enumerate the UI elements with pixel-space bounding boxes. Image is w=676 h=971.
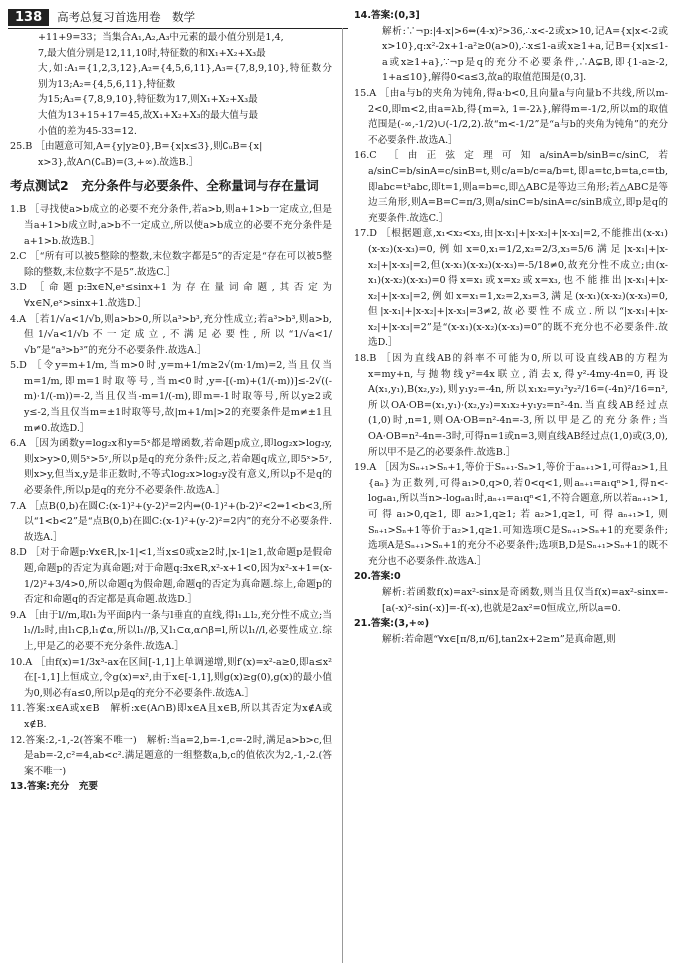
answer-16: 16.C ［由正弦定理可知a/sinA=b/sinB=c/sinC,若a/sinC=b/sinA=c/sinB=t,则c/a=b/c=a/b=t,即a=tc,b=ta,c=tb,即abc=t³abc,即t=1,则a=b=c,即△ABC是等边三角形;若△ABC是等边三角形,则A=B=C=π/3,则a/sinC=b/sinA=c/sinB成立,即p是q的充要条件.故选C.］ bbox=[354, 150, 668, 224]
solution-20: 解析:若函数f(x)=ax²-sinx是奇函数,则当且仅当f(x)=ax²-sinx=-[a(-x)²-sin(-x)]=-f(-x),也就是2ax²=0恒成立,所以a=0. bbox=[382, 586, 668, 614]
left-column bbox=[10, 30, 332, 795]
solution-14: 解析:∵¬p:|4-x|>6⇔(4-x)²>36,∴x<-2或x>10,记A={x|x<-2或x>10},q:x²-2x+1-a²≥0(a>0),∴x≤1-a或x≥1+a,记B={x|x≤1-a或x≥1+a},∵¬p是q的充分不必要条件,∴A⊊B,即{1-a≥-2, 1+a≤10},解得0<a≤3,故a的取值范围是(0,3]. bbox=[382, 25, 668, 84]
text-line: 为15;A₃={7,8,9,10},特征数为17,则X₁+X₂+X₃最 bbox=[38, 94, 258, 106]
answer-25: 25.B ［由题意可知,A={y|y≥0},B={x|x≤3},则∁ᵤB={x| bbox=[10, 141, 263, 153]
answer-item: 5.D ［令y=m+1/m,当m>0时,y=m+1/m≥2√(m·1/m)=2,当且仅当m=1/m,即m=1时取等号,当m<0时,y=-[(-m)+(1/(-m))]≤-2√((-m)·1/(-m))=-2,当且仅当-m=1/(-m),即m=-1时取等号,所以y≥2或y≤-2,当且仅当m=±1时取等号,故|m+1/m|>2的充要条件是m≠±1且m≠0.故选D.］ bbox=[10, 360, 332, 434]
answer-21: 21.答案:(3,+∞) bbox=[354, 618, 430, 630]
answer-18: 18.B ［因为直线AB的斜率不可能为0,所以可设直线AB的方程为x=my+n,与抛物线y²=4x联立,消去x,得y²-4my-4n=0,再设A(x₁,y₁),B(x₂,y₂),则y₁y₂=-4n,所以x₁x₂=y₁²y₂²/16=(-4n)²/16=n²,所以OA·OB=(x₁,y₁)·(x₂,y₂)=x₁x₂+y₁y₂=n²-4n.当直线AB经过点(1,0)时,n=1,则OA·OB=n²-4n=-3,所以甲是乙的充分条件;当OA·OB=n²-4n=-3时,可得n=1或n=3,则直线AB经过点(1,0)或(3,0),所以甲不是乙的必要条件.故选B.］ bbox=[354, 353, 668, 458]
answer-item: 11.答案:x∈A或x∈B 解析:x∈(A∩B)即x∈A且x∈B,所以其否定为x∉A或x∉B. bbox=[10, 703, 332, 730]
answer-25-cont: x>3},故A∩(∁ᵤB)=(3,+∞).故选B.］ bbox=[38, 156, 199, 168]
carryover-text bbox=[10, 30, 332, 139]
solution-21: 解析:若命题“∀x∈[π/8,π/6],tan2x+2≥m”是真命题,则 bbox=[382, 633, 616, 645]
text-line: 小值的差为45-33=12. bbox=[38, 125, 137, 137]
answer-item: 3.D ［命题p:∃x∈N,eˣ≤sinx+1为存在量词命题,其否定为∀x∈N,eˣ>sinx+1.故选D.］ bbox=[10, 282, 332, 309]
answer-14: 14.答案:(0,3] bbox=[354, 10, 420, 21]
page-header bbox=[8, 6, 348, 29]
column-divider bbox=[342, 28, 343, 963]
answer-item: 13.答案:充分 充要 bbox=[10, 781, 98, 793]
text-line: +11+9=33；当集合A₁,A₂,A₃中元素的最小值分别是1,4, bbox=[38, 32, 284, 43]
answer-item: 12.答案:2,-1,-2(答案不唯一) 解析:当a=2,b=-1,c=-2时,满足a>b>c,但是ab=-2,c²=4,ab<c².满足题意的一组整数a,b,c的值依次为2,-1,-2.(答案不唯一) bbox=[10, 734, 332, 777]
bottom-fade bbox=[354, 928, 668, 964]
text-line: 7,最大值分别是12,11,10时,特征数的和X₁+X₂+X₃最 bbox=[38, 47, 266, 59]
answer-item: 8.D ［对于命题p:∀x∈R,|x-1|<1,当x≤0或x≥2时,|x-1|≥1,故命题p是假命题,命题p的否定为真命题;对于命题q:∃x∈R,x²-x+1<0,因为x²-x+1=(x-1/2)²+3/4>0,所以命题q为假命题,命题q的否定为真命题.综上,命题p的否定和命题q的否定都是真命题.故选D.］ bbox=[10, 547, 332, 606]
right-column bbox=[354, 8, 668, 647]
answer-20: 20.答案:0 bbox=[354, 571, 401, 583]
answer-item: 2.C ［“所有可以被5整除的整数,末位数字都是5”的否定是“存在可以被5整除的整数,末位数字不是5”.故选C.］ bbox=[10, 251, 332, 278]
text-line: 大,如:A₁={1,2,3,12},A₂={4,5,6,11},A₃={7,8,9,10},特征数分别为13;A₂={4,5,6,11},特征数 bbox=[38, 63, 332, 90]
answer-item: 6.A ［因为函数y=log₂x和y=5ˣ都是增函数,若命题p成立,即log₂x>log₂y,则x>y>0,则5ˣ>5ʸ,所以p是q的充分条件;反之,若命题q成立,即5ˣ>5ʸ,则x>y,但当x,y是非正数时,不等式log₂x>log₂y没有意义,所以p不是q的必要条件,所以p是q的充分不必要条件.故选A.］ bbox=[10, 438, 332, 497]
answer-item: 4.A ［若1/√a<1/√b,则a>b>0,所以a³>b³,充分性成立;若a³>b³,则a>b,但1/√a<1/√b不一定成立,不满足必要性,所以“1/√a<1/√b”是“a³>b³”的充分不必要条件.故选A.］ bbox=[10, 313, 332, 356]
answer-15: 15.A ［由a与b的夹角为钝角,得a·b<0,且向量a与向量b不共线,所以m-2<0,即m<2,由a=λb,得{m=λ, 1=-2λ},解得m=-1/2,所以m的取值范围是(-∞,-1/2)∪(-1/2,2).故“m<-1/2”是“a与b的夹角为钝角”的充分不必要条件.故选A.］ bbox=[354, 87, 668, 146]
answer-item: 10.A ［由f(x)=1/3x³-ax在区间[-1,1]上单调递增,则f′(x)=x²-a≥0,即a≤x²在[-1,1]上恒成立,令g(x)=x²,由于x∈[-1,1],则g(x)≥g(0),g(x)的最小值为0,则必有a≤0,所以p是q的充分不必要条件.故选A.］ bbox=[10, 656, 332, 699]
page-number: 138 bbox=[8, 9, 49, 26]
book-title: 高考总复习首选用卷 数学 bbox=[57, 10, 196, 24]
answer-item: 9.A ［由于l//m,取l₁为平面β内一条与l垂直的直线,得l₁⊥l₂,充分性不成立;当l₁//l₂时,由l₁⊂β,l₁⊄α,所以l₁//β,又l₁⊂α,α∩β=l,所以l₁//l,必要性成立.综上,甲是乙的必要不充分条件.故选A.］ bbox=[10, 609, 332, 652]
section-title: 考点测试2 充分条件与必要条件、全称量词与存在量词 bbox=[10, 178, 319, 194]
answer-17: 17.D ［根据题意,x₁<x₂<x₃,由|x-x₁|+|x-x₂|+|x-x₃|=2,不能推出(x-x₁)(x-x₂)(x-x₃)=0,例如x=0,x₁=1/2,x₂=2/3,x₃=5/6满足|x-x₁|+|x-x₂|+|x-x₃|=2,但(x-x₁)(x-x₂)(x-x₃)=-5/18≠0,故充分性不成立;由(x-x₁)(x-x₂)(x-x₃)=0得x=x₁或x=x₂或x=x₃,也不能推出|x-x₁|+|x-x₂|+|x-x₃|=2,例如x=x₁=1,x₂=2,x₃=3,满足(x-x₁)(x-x₂)(x-x₃)=0,但|x-x₁|+|x-x₂|+|x-x₃|=3≠2,故必要性不成立.所以“|x-x₁|+|x-x₂|+|x-x₃|=2”是“(x-x₁)(x-x₂)(x-x₃)=0”的既不充分也不必要条件.故选D.］ bbox=[354, 228, 668, 349]
answer-item: 7.A ［点B(0,b)在圆C:(x-1)²+(y-2)²=2内⇔(0-1)²+(b-2)²<2⇔1<b<3,所以“1<b<2”是“点B(0,b)在圆C:(x-1)²+(y-2)²=2内”的充分不必要条件.故选A.］ bbox=[10, 500, 332, 543]
text-line: 大值为13+15+17=45,故X₁+X₂+X₃的最大值与最 bbox=[38, 109, 259, 121]
answer-19: 19.A ［因为Sₙ₊₁>Sₙ+1,等价于Sₙ₊₁-Sₙ>1,等价于aₙ₊₁>1,可得a₂>1,且{aₙ}为正数列,可得a₁>0,q>0,若0<q<1,则aₙ₊₁=a₁qⁿ>1,得n<-logₐa₁,所以当n>-logₐa₁时,aₙ₊₁=a₁qⁿ<1,不符合题意,所以若aₙ₊₁>1,可得a₁>0,q≥1,即a₂>1,q≥1;若a₂>1,q≥1,可得aₙ₊₁>1,则Sₙ₊₁>Sₙ+1等价于a₂>1,q≥1.可知选项C是Sₙ₊₁>Sₙ+1的充要条件;选项A是Sₙ₊₁>Sₙ+1的充分不必要条件;选项B,D是Sₙ₊₁>Sₙ+1的既不充分也不必要条件.故选A.］ bbox=[354, 462, 668, 567]
answer-item: 1.B ［寻找使a>b成立的必要不充分条件,若a>b,则a+1>b一定成立,但是当a+1>b成立时,a>b不一定成立,所以使a>b成立的必要不充分条件是a+1>b.故选B.］ bbox=[10, 204, 332, 247]
